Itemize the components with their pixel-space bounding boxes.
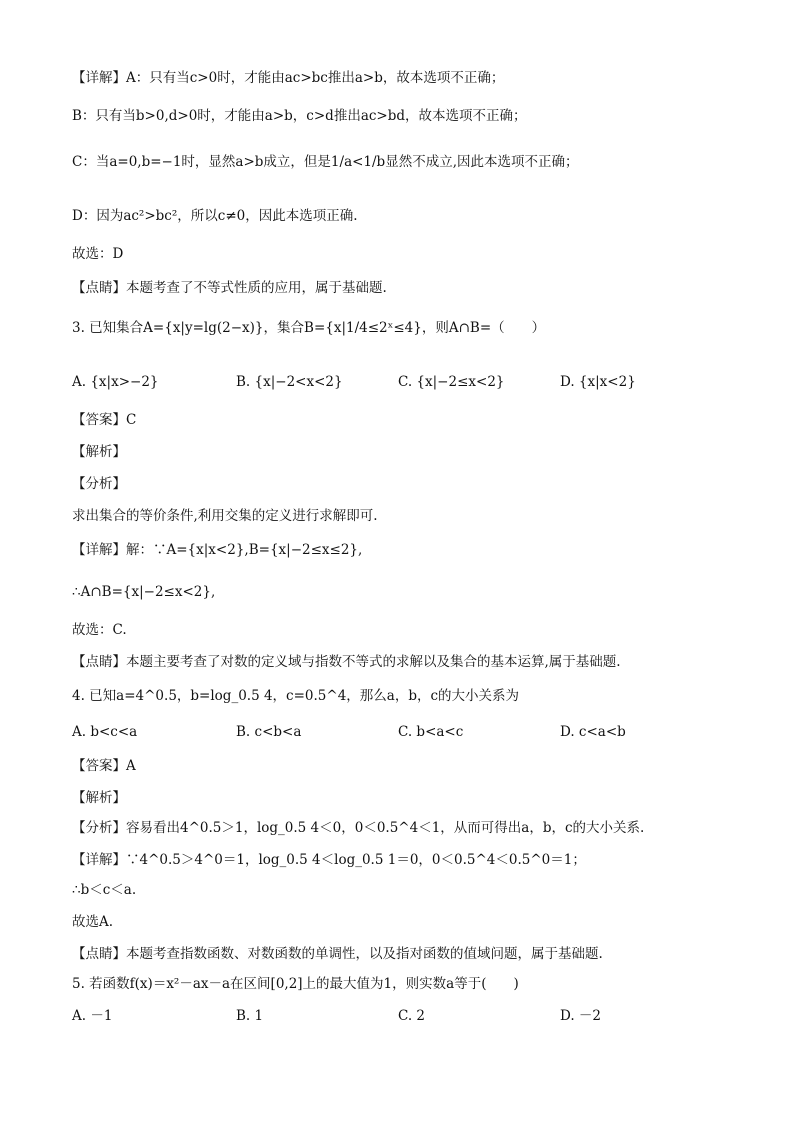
q4-option-a: A. b<c<a [72, 724, 138, 740]
text-line: 故选：C. [72, 622, 127, 638]
q5-option-c: C. 2 [398, 1008, 426, 1024]
q4-option-b: B. c<b<a [236, 724, 302, 740]
text-line: D：因为ac²>bc²，所以c≠0，因此本选项正确. [72, 208, 358, 224]
q5-option-b: B. 1 [236, 1008, 264, 1024]
text-line: 故选：D [72, 246, 124, 262]
q4-option-d: D. c<a<b [560, 724, 626, 740]
text-line: 故选A. [72, 914, 114, 930]
text-line: C：当a=0,b=−1时，显然a>b成立，但是1/a<1/b显然不成立,因此本选项不正确； [72, 154, 579, 170]
text-line: 【详解】A：只有当c>0时，才能由ac>bc推出a>b，故本选项不正确； [72, 70, 505, 86]
q4-option-c: C. b<a<c [398, 724, 464, 740]
q3-option-a: A. {x|x>−2} [72, 374, 159, 390]
text-line: 求出集合的等价条件,利用交集的定义进行求解即可. [72, 508, 378, 524]
text-line: B：只有当b>0,d>0时，才能由a>b，c>d推出ac>bd，故本选项不正确； [72, 108, 527, 124]
q5-option-d: D. －2 [560, 1008, 602, 1024]
text-line: 【点睛】本题考查了不等式性质的应用，属于基础题. [72, 280, 387, 296]
q3-option-b: B. {x|−2<x<2} [236, 374, 343, 390]
question-3-stem: 3. 已知集合A={x|y=lg(2−x)}，集合B={x|1/4≤2ˣ≤4}，则A∩B=（ ） [72, 320, 546, 336]
text-line: 【详解】∵4^0.5＞4^0＝1，log_0.5 4＜log_0.5 1＝0，0＜0.5^4＜0.5^0＝1； [72, 852, 586, 868]
text-line: 【详解】解：∵A={x|x<2},B={x|−2≤x≤2}, [72, 542, 363, 558]
text-line: 【点睛】本题主要考查了对数的定义域与指数不等式的求解以及集合的基本运算,属于基础题. [72, 654, 621, 670]
text-line: 【解析】 [72, 790, 126, 806]
text-line: 【答案】C [72, 412, 137, 428]
q5-option-a: A. －1 [72, 1008, 113, 1024]
text-line: 【解析】 [72, 444, 126, 460]
text-line: 【分析】 [72, 476, 126, 492]
text-line: 【分析】容易看出4^0.5＞1，log_0.5 4＜0，0＜0.5^4＜1，从而可得出a，b，c的大小关系. [72, 820, 645, 836]
question-5-stem: 5. 若函数f(x)＝x²－ax－a在区间[0,2]上的最大值为1，则实数a等于( ) [72, 976, 519, 992]
q3-option-c: C. {x|−2≤x<2} [398, 374, 505, 390]
q3-option-d: D. {x|x<2} [560, 374, 636, 390]
text-line: ∴A∩B={x|−2≤x<2}, [72, 584, 216, 600]
question-4-stem: 4. 已知a=4^0.5，b=log_0.5 4，c=0.5^4，那么a，b，c的大小关系为 [72, 688, 520, 704]
text-line: 【点睛】本题考查指数函数、对数函数的单调性，以及指对函数的值域问题，属于基础题. [72, 946, 603, 962]
text-line: 【答案】A [72, 758, 136, 774]
text-line: ∴b＜c＜a. [72, 882, 137, 898]
